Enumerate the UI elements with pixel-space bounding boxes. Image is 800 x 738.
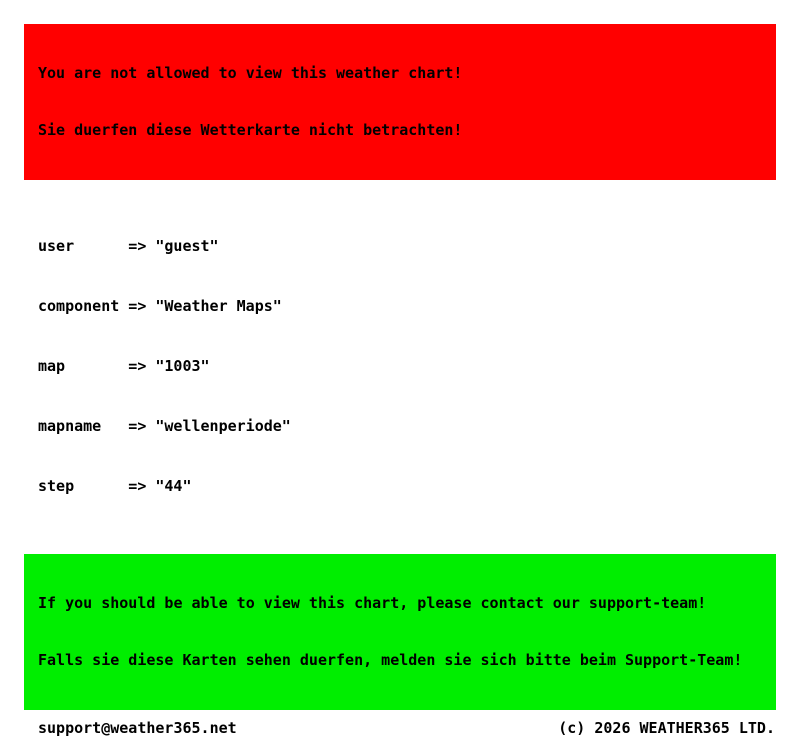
detail-key: step [38, 477, 75, 495]
detail-key: component [38, 297, 120, 315]
info-banner-line-en: If you should be able to view this chart, please contact our support-team! [38, 594, 707, 612]
detail-key: map [38, 357, 66, 375]
detail-arrow: => [128, 297, 147, 315]
error-banner-line-de: Sie duerfen diese Wetterkarte nicht betrachten! [38, 121, 463, 139]
detail-value: "1003" [155, 357, 210, 375]
detail-value: "44" [155, 477, 192, 495]
detail-row-user [38, 236, 800, 256]
info-banner-line-de: Falls sie diese Karten sehen duerfen, melden sie sich bitte beim Support-Team! [38, 651, 743, 669]
detail-key: mapname [38, 417, 102, 435]
detail-value: "Weather Maps" [155, 297, 282, 315]
detail-arrow: => [128, 357, 147, 375]
support-email: support@weather365.net [38, 719, 237, 737]
detail-value: "wellenperiode" [155, 417, 291, 435]
request-details [38, 196, 800, 536]
detail-key: user [38, 237, 75, 255]
detail-arrow: => [128, 237, 147, 255]
info-banner [24, 554, 776, 710]
detail-row-step [38, 476, 800, 496]
error-banner [24, 24, 776, 180]
footer [24, 718, 775, 738]
detail-row-component [38, 296, 800, 316]
detail-arrow: => [128, 417, 147, 435]
error-banner-line-en: You are not allowed to view this weather chart! [38, 64, 463, 82]
detail-arrow: => [128, 477, 147, 495]
error-page [0, 24, 800, 737]
detail-value: "guest" [155, 237, 219, 255]
detail-row-mapname [38, 416, 800, 436]
detail-row-map [38, 356, 800, 376]
copyright-text: (c) 2026 WEATHER365 LTD. [558, 719, 775, 737]
